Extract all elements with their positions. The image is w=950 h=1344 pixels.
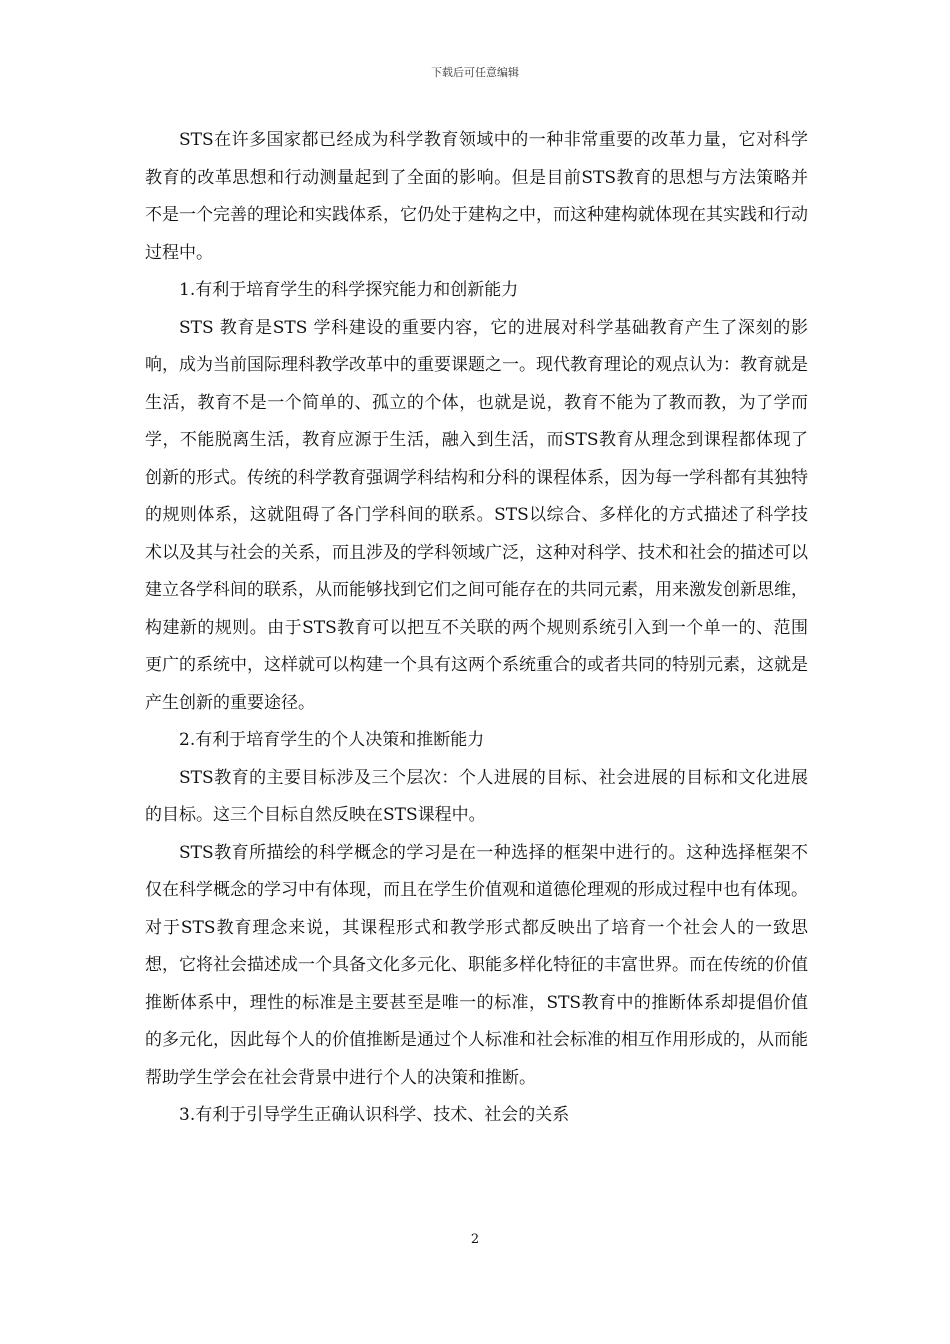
section-heading-1: 1.有利于培育学生的科学探究能力和创新能力 — [179, 280, 519, 300]
paragraph-intro: STS在许多国家都已经成为科学教育领域中的一种非常重要的改革力量，它对科学教育的改革思想和行动测量起到了全面的影响。但是目前STS教育的思想与方法策略并不是一个完善的理论和实践体系，它仍处于建构之中，而这种建构就体现在其实践和行动过程中。 — [145, 130, 808, 263]
paragraph-section-2b: STS教育所描绘的科学概念的学习是在一种选择的框架中进行的。这种选择框架不仅在科学概念的学习中有体现，而且在学生价值观和道德伦理观的形成过程中也有体现。对于STS教育理念来说，其课程形式和教学形式都反映出了培育一个社会人的一致思想，它将社会描述成一个具备文化多元化、职能多样化特征的丰富世界。而在传统的价值推断体系中，理性的标准是主要甚至是唯一的标准，STS教育中的推断体系却提倡价值的多元化，因此每个人的价值推断是通过个人标准和社会标准的相互作用形成的，从而能帮助学生学会在社会背景中进行个人的决策和推断。 — [145, 842, 808, 1088]
paragraph-section-2a: STS教育的主要目标涉及三个层次：个人进展的目标、社会进展的目标和文化进展的目标。这三个目标自然反映在STS课程中。 — [145, 767, 808, 825]
section-heading-3: 3.有利于引导学生正确认识科学、技术、社会的关系 — [179, 1105, 570, 1125]
page-header: 下载后可任意编辑 — [431, 66, 519, 79]
page-number: 2 — [470, 1232, 480, 1247]
paragraph-section-1: STS 教育是STS 学科建设的重要内容，它的进展对科学基础教育产生了深刻的影响，成为当前国际理科教学改革中的重要课题之一。现代教育理论的观点认为：教育就是生活，教育不是一个简单的、孤立的个体，也就是说，教育不能为了教而教，为了学而学，不能脱离生活，教育应源于生活，融入到生活，而STS教育从理念到课程都体现了创新的形式。传统的科学教育强调学科结构和分科的课程体系，因为每一学科都有其独特的规则体系，这就阻碍了各门学科间的联系。STS以综合、多样化的方式描述了科学技术以及其与社会的关系，而且涉及的学科领域广泛，这种对科学、技术和社会的描述可以建立各学科间的联系，从而能够找到它们之间可能存在的共同元素，用来激发创新思维，构建新的规则。由于STS教育可以把互不关联的两个规则系统引入到一个单一的、范围更广的系统中，这样就可以构建一个具有这两个系统重合的或者共同的特别元素，这就是产生创新的重要途径。 — [145, 317, 808, 713]
document-body — [145, 122, 808, 1135]
section-heading-2: 2.有利于培育学生的个人决策和推断能力 — [179, 730, 485, 750]
